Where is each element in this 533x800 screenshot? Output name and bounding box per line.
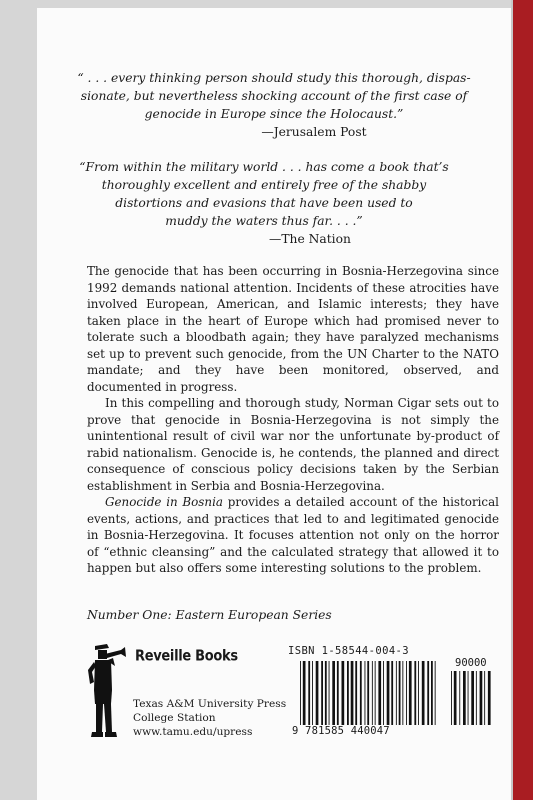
description-paragraph-3-text: provides a detailed account of the historical events, actions, and practices that led to and legitimated genocide in Bosnia-Herzegovina. It focuses attention not only on the horror of “ethnic cleansing” and the calculated strategy that allowed it to happen but also offers some interesting solutions to the problem. bbox=[87, 495, 499, 575]
quote-line: thoroughly excellent and entirely free of the shabby bbox=[101, 178, 427, 192]
quote-attribution: —Jerusalem Post bbox=[261, 125, 367, 139]
publisher-url: www.tamu.edu/upress bbox=[133, 726, 253, 738]
quote-line: sionate, but nevertheless shocking account of the first case of bbox=[80, 89, 468, 103]
quote-line: muddy the waters thus far. . . .” bbox=[165, 214, 363, 228]
barcode-bar bbox=[367, 661, 369, 725]
barcode-bar bbox=[303, 661, 306, 725]
ean-barcode-bars bbox=[300, 661, 436, 725]
barcode-bar bbox=[418, 661, 419, 725]
quote-line: “ . . . every thinking person should study this thorough, dispas- bbox=[77, 71, 471, 85]
barcode-bar bbox=[402, 661, 403, 725]
barcode-bar bbox=[329, 661, 330, 725]
barcode-bar bbox=[396, 661, 397, 725]
barcode-bar bbox=[300, 661, 301, 725]
quote-line: distortions and evasions that have been used to bbox=[115, 196, 413, 210]
barcode-bar bbox=[409, 661, 412, 725]
barcode-bar bbox=[480, 671, 483, 725]
red-spine bbox=[513, 0, 533, 800]
barcode-bar bbox=[337, 661, 339, 725]
barcode-bar bbox=[325, 661, 327, 725]
barcode-bar bbox=[360, 661, 362, 725]
barcode-bar bbox=[471, 671, 474, 725]
barcode-bar bbox=[375, 661, 376, 725]
barcode-bar bbox=[406, 661, 407, 725]
barcode-bar bbox=[312, 661, 313, 725]
publisher-block bbox=[133, 697, 286, 739]
barcode-bar bbox=[321, 661, 323, 725]
barcode-bar bbox=[387, 661, 390, 725]
publisher-city: College Station bbox=[133, 712, 216, 724]
barcode-bar bbox=[422, 661, 425, 725]
barcode-bar bbox=[454, 671, 457, 725]
barcode-bar bbox=[342, 661, 345, 725]
description-paragraph-2: In this compelling and thorough study, Norman Cigar sets out to prove that genocide in Bosnia-Herzegovina is not simply the unintentional result of civil war nor the unfortunate by-product of rabid nationalism. Genocide is, he contends, the planned and direct consequence of conscious policy decisions taken by the Serbian establishment in Serbia and Bosnia-Herzegovina. bbox=[87, 396, 499, 493]
book-title-reference: Genocide in Bosnia bbox=[105, 495, 223, 509]
review-quote-2 bbox=[74, 158, 454, 248]
quote-line: “From within the military world . . . has come a book that’s bbox=[79, 160, 449, 174]
series-title: Number One: Eastern European Series bbox=[87, 608, 332, 622]
barcode-bar bbox=[463, 671, 466, 725]
barcode-bar bbox=[308, 661, 310, 725]
barcode-bar bbox=[316, 661, 319, 725]
description-paragraph-1: The genocide that has been occurring in Bosnia-Herzegovina since 1992 demands national attention. Incidents of these atrocities have involved European, American, and Islamic interests; they have taken place in the heart of Europe which had promised never to tolerate such a bloodbath again; they have paralyzed mechanisms set up to prevent such genocide, from the UN Charter to the NATO mandate; and they have been monitored, observed, and documented in progress. bbox=[87, 264, 499, 394]
barcode-bar bbox=[351, 661, 354, 725]
review-quote-1 bbox=[57, 69, 491, 141]
barcode-bar bbox=[332, 661, 335, 725]
description-paragraph-3 bbox=[87, 494, 499, 577]
barcode-bar bbox=[451, 671, 452, 725]
bugler-soldier-logo bbox=[85, 644, 127, 742]
book-description bbox=[87, 263, 499, 577]
barcode-bar bbox=[372, 661, 373, 725]
barcode-bar bbox=[459, 671, 460, 725]
barcode-bar bbox=[484, 671, 485, 725]
barcode-bar bbox=[431, 661, 433, 725]
barcode-bar bbox=[476, 671, 477, 725]
imprint-name: Reveille Books bbox=[135, 648, 238, 666]
barcode-bar bbox=[435, 661, 436, 725]
barcode-bar bbox=[427, 661, 429, 725]
quote-line: genocide in Europe since the Holocaust.” bbox=[144, 107, 404, 121]
barcode-bar bbox=[365, 661, 366, 725]
barcode-bar bbox=[391, 661, 393, 725]
barcode-bar bbox=[468, 671, 469, 725]
addon-barcode-bars bbox=[451, 671, 491, 725]
barcode-bar bbox=[399, 661, 401, 725]
barcode-bar bbox=[355, 661, 357, 725]
publisher-name: Texas A&M University Press bbox=[133, 698, 287, 710]
barcode-bar bbox=[488, 671, 491, 725]
ean-digits: 9 781585 440047 bbox=[292, 725, 390, 737]
isbn-number: ISBN 1-58544-004-3 bbox=[288, 645, 409, 657]
quote-attribution: —The Nation bbox=[269, 232, 351, 246]
price-addon: 90000 bbox=[455, 657, 487, 669]
barcode-bar bbox=[383, 661, 384, 725]
barcode-bar bbox=[378, 661, 381, 725]
barcode-bar bbox=[347, 661, 349, 725]
barcode-bar bbox=[414, 661, 416, 725]
